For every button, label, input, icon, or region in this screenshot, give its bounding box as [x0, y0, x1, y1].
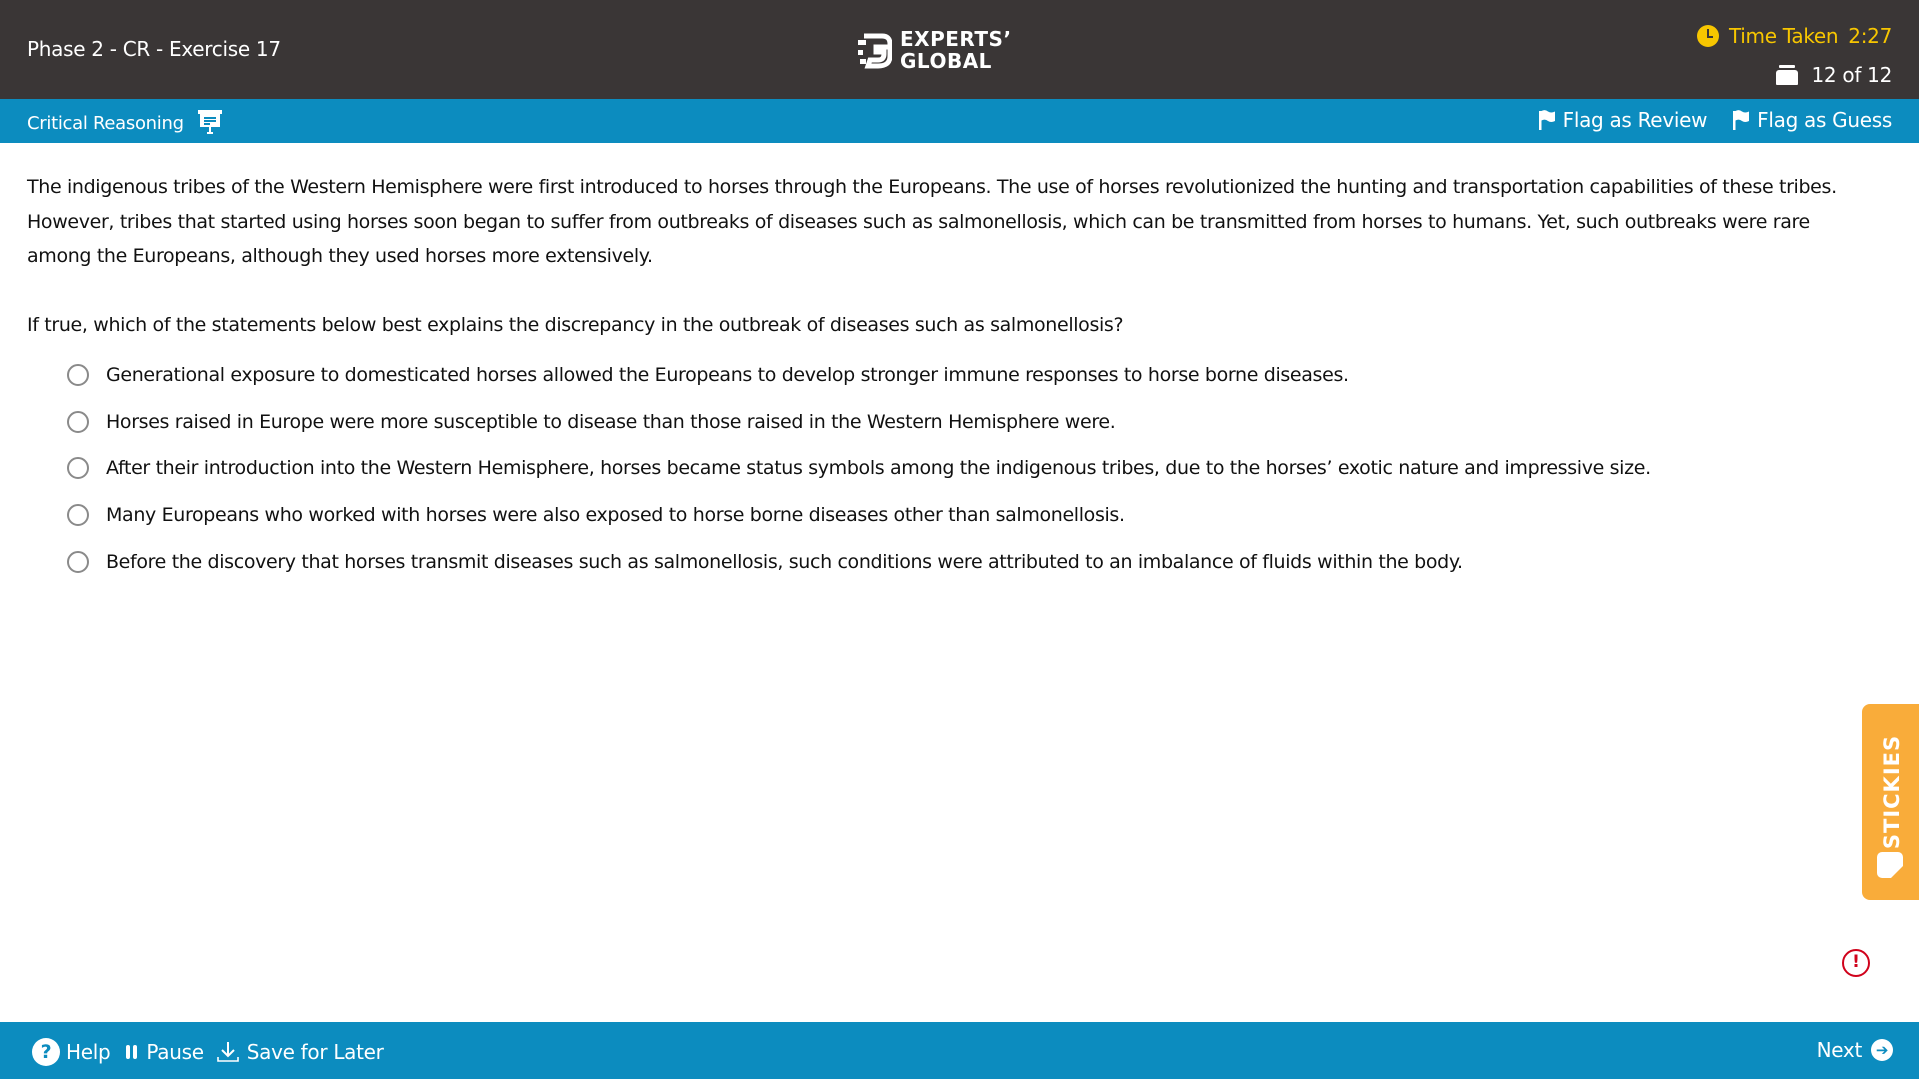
option-label: Before the discovery that horses transmit diseases such as salmonellosis, such conditions were attributed to an imbalance of fluids within the body. — [106, 550, 1463, 573]
flag-controls — [1539, 108, 1892, 132]
presentation-board-icon[interactable] — [198, 110, 222, 136]
question-stack-icon — [1776, 65, 1798, 85]
download-icon — [216, 1040, 240, 1064]
time-value: 2:27 — [1848, 24, 1892, 48]
stickies-label: STICKIES — [1880, 734, 1904, 850]
logo-text: EXPERTS’ GLOBAL — [900, 27, 1012, 73]
help-button[interactable]: ? Help — [32, 1038, 110, 1066]
time-taken — [1697, 24, 1892, 48]
clock-icon — [1697, 25, 1719, 47]
exercise-title: Phase 2 - CR - Exercise 17 — [27, 37, 281, 61]
option-label: Generational exposure to domesticated horses allowed the Europeans to develop stronger immune responses to horse borne diseases. — [106, 363, 1349, 386]
save-for-later-button[interactable]: Save for Later — [204, 1040, 384, 1064]
time-label: Time Taken — [1728, 24, 1839, 48]
flag-as-guess-button[interactable]: Flag as Guess — [1733, 108, 1892, 132]
radio-button[interactable] — [67, 551, 89, 573]
question-counter — [1776, 63, 1893, 87]
answer-option-c[interactable] — [27, 445, 1847, 492]
option-label: Many Europeans who worked with horses were also exposed to horse borne diseases other than salmonellosis. — [106, 503, 1125, 526]
stickies-tab[interactable] — [1862, 704, 1919, 900]
arrow-right-circle-icon: ➔ — [1871, 1039, 1893, 1061]
flag-icon — [1733, 110, 1749, 130]
option-label: After their introduction into the Western Hemisphere, horses became status symbols among the indigenous tribes, due to the horses’ exotic nature and impressive size. — [106, 457, 1651, 480]
top-header — [0, 0, 1919, 99]
question-count: 12 of 12 — [1811, 63, 1892, 87]
radio-button[interactable] — [67, 457, 89, 479]
answer-options — [27, 352, 1847, 585]
bottom-toolbar — [0, 1022, 1919, 1079]
radio-button[interactable] — [67, 411, 89, 433]
sticky-note-icon — [1877, 852, 1903, 878]
radio-button[interactable] — [67, 504, 89, 526]
pause-icon — [126, 1045, 137, 1059]
question-stem: If true, which of the statements below best explains the discrepancy in the outbreak of diseases such as salmonellosis? — [27, 313, 1124, 336]
answer-option-d[interactable] — [27, 492, 1847, 539]
answer-option-e[interactable] — [27, 538, 1847, 585]
next-button[interactable]: Next ➔ — [1817, 1038, 1893, 1062]
answer-option-a[interactable] — [27, 352, 1847, 399]
option-label: Horses raised in Europe were more susceptible to disease than those raised in the Western Hemisphere were. — [106, 410, 1116, 433]
question-passage: The indigenous tribes of the Western Hemisphere were first introduced to horses through the Europeans. The use of horses revolutionized the hunting and transportation capabilities of these tribes. However, tribes that started using horses soon began to suffer from outbreaks of diseases such as salmonellosis, which can be transmitted from horses to humans. Yet, such outbreaks were rare among the Europeans, although they used horses more extensively. — [27, 176, 1837, 267]
question-circle-icon: ? — [32, 1038, 60, 1066]
question-content — [27, 170, 1847, 585]
flag-icon — [1539, 110, 1555, 130]
footer-actions — [32, 1038, 384, 1066]
report-error-icon[interactable]: ! — [1842, 949, 1870, 977]
logo-g-icon — [856, 30, 892, 70]
pause-button[interactable]: Pause — [110, 1040, 203, 1064]
flag-as-review-button[interactable]: Flag as Review — [1539, 108, 1708, 132]
answer-option-b[interactable] — [27, 398, 1847, 445]
section-bar — [0, 99, 1919, 143]
radio-button[interactable] — [67, 364, 89, 386]
section-label: Critical Reasoning — [27, 110, 222, 136]
experts-global-logo — [856, 28, 1012, 72]
